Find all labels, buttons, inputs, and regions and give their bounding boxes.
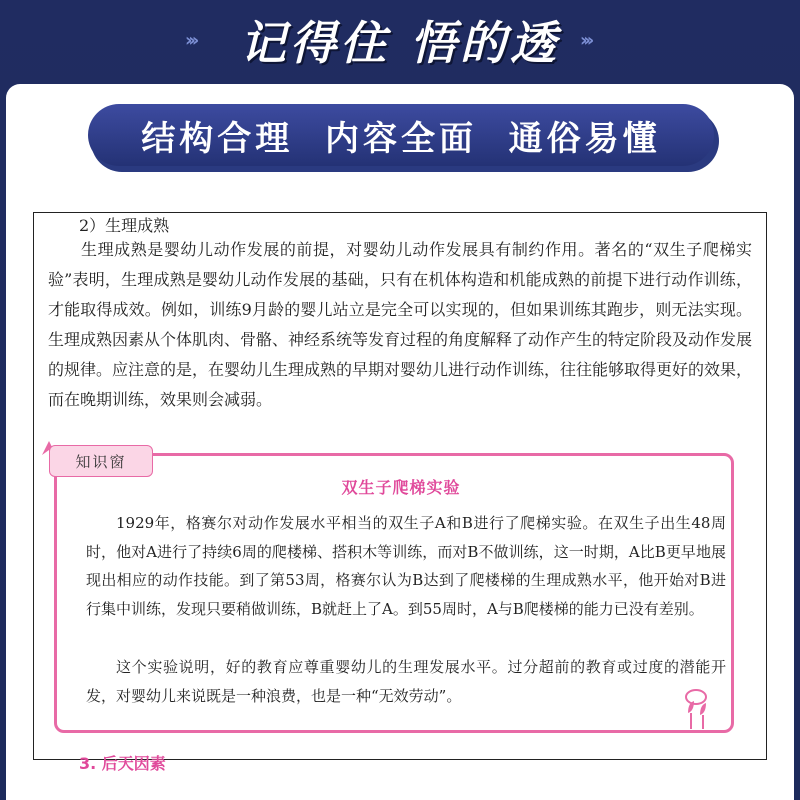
knowledge-paragraph-2: 这个实验说明，好的教育应尊重婴幼儿的生理发展水平。过分超前的教育或过度的潜能开发，对婴幼儿来说既是一种浪费，也是一种“无效劳动”。 bbox=[86, 658, 726, 705]
top-banner bbox=[0, 0, 800, 80]
pill-text: 结构合理 内容全面 通俗易懂 bbox=[141, 118, 661, 159]
next-section-heading: 3. 后天因素 bbox=[79, 754, 166, 773]
chevron-right-decoration-icon: ››› bbox=[580, 30, 591, 51]
feature-pill bbox=[88, 104, 714, 166]
section-heading: 2）生理成熟 bbox=[79, 216, 170, 235]
knowledge-tab-label: 知识窗 bbox=[75, 452, 127, 471]
knowledge-title: 双生子爬梯实验 bbox=[341, 478, 461, 497]
body-paragraph: 生理成熟是婴幼儿动作发展的前提，对婴幼儿动作发展具有制约作用。著名的“双生子爬梯实验”表明，生理成熟是婴幼儿动作发展的基础，只有在机体构造和机能成熟的前提下进行动作训练，才能取得成效。例如，训练9月龄的婴儿站立是完全可以实现的，但如果训练其跑步，则无法实现。生理成熟因素从个体肌肉、骨骼、神经系统等发育过程的角度解释了动作产生的特定阶段及动作发展的规律。应注意的是，在婴幼儿生理成熟的早期对婴幼儿进行动作训练，往往能够取得更好的效果，而在晚期训练，效果则会减弱。 bbox=[48, 240, 753, 409]
book-page-excerpt bbox=[33, 212, 767, 773]
knowledge-paragraph-1: 1929年，格赛尔对动作发展水平相当的双生子A和B进行了爬梯实验。在双生子出生48周时，他对A进行了持续6周的爬楼梯、搭积木等训练，而对B不做训练，这一时期，A比B更早地展现出相应的动作技能。到了第53周，格赛尔认为B达到了爬楼梯的生理成熟水平，他开始对B进行集中训练，发现只要稍做训练，B就赶上了A。到55周时，A与B爬楼梯的能力已没有差别。 bbox=[86, 514, 726, 618]
chevron-left-decoration-icon: ››› bbox=[185, 30, 196, 51]
knowledge-tab bbox=[49, 445, 153, 477]
banner-title: 记得住 悟的透 bbox=[239, 16, 560, 70]
flower-decoration-icon bbox=[674, 683, 718, 731]
